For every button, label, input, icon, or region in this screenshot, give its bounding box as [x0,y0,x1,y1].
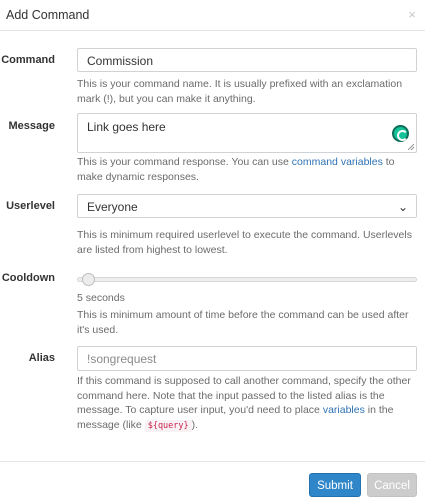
cooldown-label: Cooldown [1,272,55,284]
query-code: ${query} [145,420,192,432]
alias-help-text: If this command is supposed to call another command, specify the other command here. Note that the input passed to the listed alias is the message. To capture user input, you'd need to place [77,375,411,416]
cooldown-help: This is minimum amount of time before the command can be used after it's used. [77,309,409,336]
userlevel-selected: Everyone [87,200,138,214]
alias-placeholder: !songrequest [87,352,157,366]
command-input[interactable]: Commission [77,48,417,72]
command-variables-link[interactable]: command variables [291,156,383,168]
alias-help [77,374,417,433]
modal-footer [0,461,425,462]
chevron-down-icon: ⌄ [397,200,408,214]
alias-label: Alias [28,352,55,364]
command-help: This is your command name. It is usually prefixed with an exclamation mark (!), but you can make it anything. [77,78,403,105]
resize-handle-icon[interactable] [408,144,414,150]
message-text: Link goes here [87,120,166,134]
message-help-text-end: to make dynamic responses. [77,156,395,183]
variables-link[interactable]: variables [322,404,365,416]
message-label: Message [8,120,55,132]
modal-header [0,0,425,31]
cooldown-value: 5 seconds [77,292,125,304]
userlevel-label: Userlevel [6,200,55,212]
userlevel-select[interactable] [77,194,417,218]
modal-title: Add Command [6,8,90,22]
alias-help-text-mid: in the message (like [77,404,394,431]
cooldown-slider-handle[interactable] [82,273,95,286]
alias-help-text-end: ). [191,418,199,431]
message-help-text: This is your command response. You can use [77,156,292,168]
submit-button[interactable]: Submit [309,473,361,497]
userlevel-help: This is minimum required userlevel to execute the command. Userlevels are listed from highest to lowest. [77,229,412,256]
cancel-button[interactable]: Cancel [367,473,417,497]
cooldown-slider-track[interactable] [77,277,417,282]
close-icon[interactable]: × [408,7,416,22]
message-help [77,155,417,184]
message-textarea[interactable] [77,113,417,153]
alias-input[interactable] [77,346,417,371]
grammarly-icon[interactable] [392,125,409,142]
command-label: Command [1,54,55,66]
